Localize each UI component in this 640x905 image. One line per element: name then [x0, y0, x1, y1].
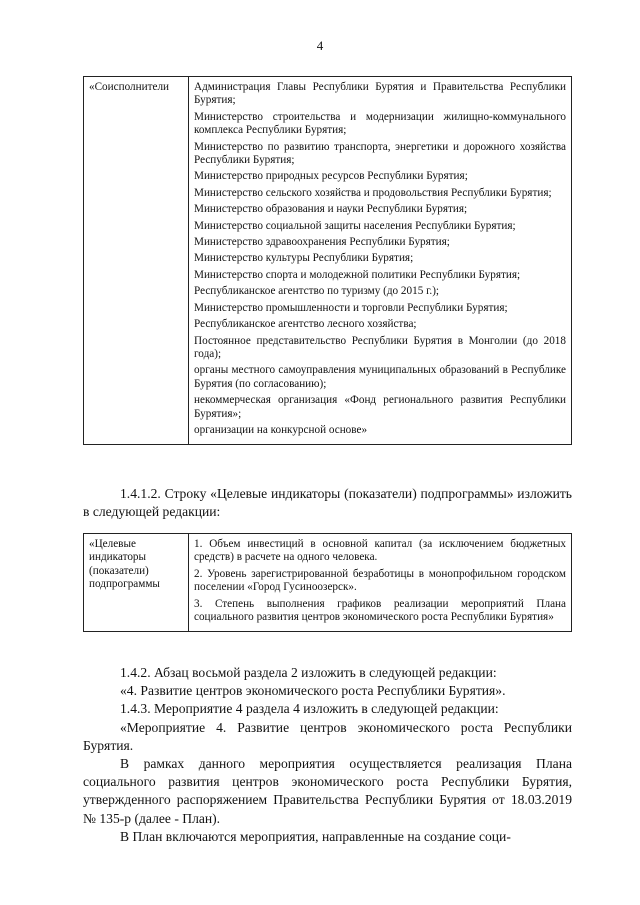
page-number: 4: [316, 38, 324, 53]
list-item: Министерство по развитию транспорта, энергетики и дорожного хозяйства Республики Бурятия;: [194, 140, 566, 167]
paragraph: 1.4.3. Мероприятие 4 раздела 4 изложить в следующей редакции:: [120, 701, 499, 717]
paragraph: В рамках данного мероприятия осуществляется реализация Плана социального развития центров экономического роста Республики Бурятия, утвержденного распоряжением Правительства Республики Бурятия от 18.03.2019 № 135-р (далее - План).: [83, 756, 572, 826]
list-item: некоммерческая организация «Фонд регионального развития Республики Бурятия»;: [194, 394, 566, 420]
list-item: Министерство природных ресурсов Республики Бурятия;: [194, 170, 468, 183]
list-item: Министерство сельского хозяйства и продовольствия Республики Бурятия;: [194, 186, 552, 199]
indicators-label: «Целевые индикаторы (показатели) подпрограммы: [84, 534, 189, 632]
list-item: Министерство культуры Республики Бурятия;: [194, 252, 414, 265]
indicators-list: [189, 534, 572, 632]
paragraph: «4. Развитие центров экономического роста Республики Бурятия».: [120, 683, 506, 699]
list-item: Министерство образования и науки Республики Бурятия;: [194, 203, 468, 216]
list-item: Республиканское агентство по туризму (до 2015 г.);: [194, 285, 440, 298]
list-item: Министерство промышленности и торговли Республики Бурятия;: [194, 301, 508, 314]
co-executors-label: «Соисполнители: [84, 77, 189, 445]
list-item: Министерство социальной защиты населения Республики Бурятия;: [194, 219, 516, 232]
co-executors-list: [189, 77, 572, 445]
list-item: Постоянное представительство Республики Бурятия в Монголии (до 2018 года);: [194, 334, 566, 360]
list-item: организации на конкурсной основе»: [194, 423, 368, 436]
list-item: 3. Степень выполнения графиков реализации мероприятий Плана социального развития центров экономического роста Республики Бурятия»: [194, 597, 566, 624]
co-executors-table: [83, 76, 572, 445]
body-text: [83, 664, 572, 846]
paragraph-1412-block: [83, 485, 572, 521]
list-item: Республиканское агентство лесного хозяйства;: [194, 318, 417, 331]
list-item: Администрация Главы Республики Бурятия и Правительства Республики Бурятия;: [194, 81, 566, 107]
list-item: 2. Уровень зарегистрированной безработицы в монопрофильном городском поселении «Город Гусиноозерск».: [194, 567, 566, 594]
paragraph-1412: 1.4.1.2. Строку «Целевые индикаторы (показатели) подпрограммы» изложить в следующей редакции:: [83, 486, 572, 520]
list-item: Министерство здравоохранения Республики Бурятия;: [194, 236, 450, 249]
list-item: Министерство спорта и молодежной политики Республики Бурятия;: [194, 268, 521, 281]
indicators-table: [83, 533, 572, 632]
list-item: Министерство строительства и модернизации жилищно-коммунального комплекса Республики Бурятия;: [194, 110, 566, 137]
list-item: органы местного самоуправления муниципальных образований в Республике Бурятия (по согласованию);: [194, 364, 566, 390]
paragraph: «Мероприятие 4. Развитие центров экономического роста Республики Бурятия.: [83, 719, 572, 753]
paragraph: 1.4.2. Абзац восьмой раздела 2 изложить в следующей редакции:: [120, 665, 497, 680]
paragraph: В План включаются мероприятия, направленные на создание соци-: [120, 828, 511, 844]
list-item: 1. Объем инвестиций в основной капитал (за исключением бюджетных средств) в расчете на одного человека.: [194, 538, 566, 564]
